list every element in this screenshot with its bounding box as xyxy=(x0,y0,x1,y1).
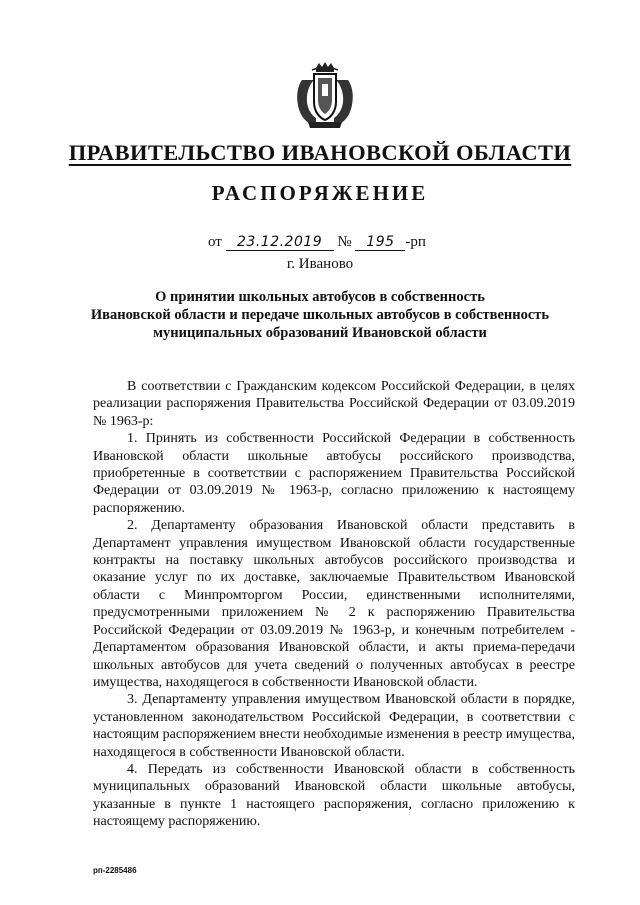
coat-of-arms-icon xyxy=(294,62,356,130)
title-line-2: Ивановской области и передаче школьных автобусов в собственность xyxy=(90,307,550,323)
clause-3: 3. Департаменту управления имуществом Ивановской области в порядке, установленном законодательством Российской Федерации, в соответствии с настоящим распоряжением внести необходимые изменения в реестр имущества, находящегося в собственности Ивановской области. xyxy=(93,692,575,760)
dateline xyxy=(208,234,426,251)
date-prefix: от xyxy=(208,234,222,250)
handwritten-number: 195 xyxy=(355,234,405,251)
clause-4: 4. Передать из собственности Ивановской области в собственность муниципальных образований Ивановской области школьные автобусы, указанные в пункте 1 настоящего распоряжения, согласно приложению к настоящему распоряжению. xyxy=(93,761,575,830)
intro-paragraph: В соответствии с Гражданским кодексом Российской Федерации, в целях реализации распоряжения Правительства Российской Федерации от 03.09.2019 № 1963-р: xyxy=(93,379,575,429)
government-name xyxy=(0,140,640,166)
city: г. Иваново xyxy=(286,256,354,272)
number-suffix: -рп xyxy=(405,234,426,250)
document-title xyxy=(60,288,580,342)
title-line-1: О принятии школьных автобусов в собственность xyxy=(155,289,485,305)
document-code: рп-2285486 xyxy=(93,866,137,875)
number-sign: № xyxy=(337,234,352,250)
government-name-text: ПРАВИТЕЛЬСТВО ИВАНОВСКОЙ ОБЛАСТИ xyxy=(68,140,572,165)
handwritten-date: 23.12.2019 xyxy=(226,234,334,251)
document-body xyxy=(93,378,575,831)
clause-2: 2. Департаменту образования Ивановской области представить в Департамент управления имуществом Ивановской области государственные контракты на поставку школьных автобусов российского производства и оказание услуг по их доставке, заключаемые Правительством Ивановской области с Минпромторгом России, единственными исполнителями, предусмотренными приложением № 2 к распоряжению Правительства Российской Федерации от 03.09.2019 № 1963-р, и конечным потребителем - Департаментом образования Ивановской области, и акты приема-передачи школьных автобусов для учета сведений о полученных автобусах в реестре имущества, находящегося в собственности Ивановской области. xyxy=(93,518,575,690)
title-line-3: муниципальных образований Ивановской области xyxy=(153,325,487,341)
document-type: РАСПОРЯЖЕНИЕ xyxy=(211,181,429,205)
clause-1: 1. Принять из собственности Российской Федерации в собственность Ивановской области школьные автобусы российского производства, приобретенные в соответствии с распоряжением Правительства Российской Федерации от 03.09.2019 № 1963-р, согласно приложению к настоящему распоряжению. xyxy=(93,431,575,516)
